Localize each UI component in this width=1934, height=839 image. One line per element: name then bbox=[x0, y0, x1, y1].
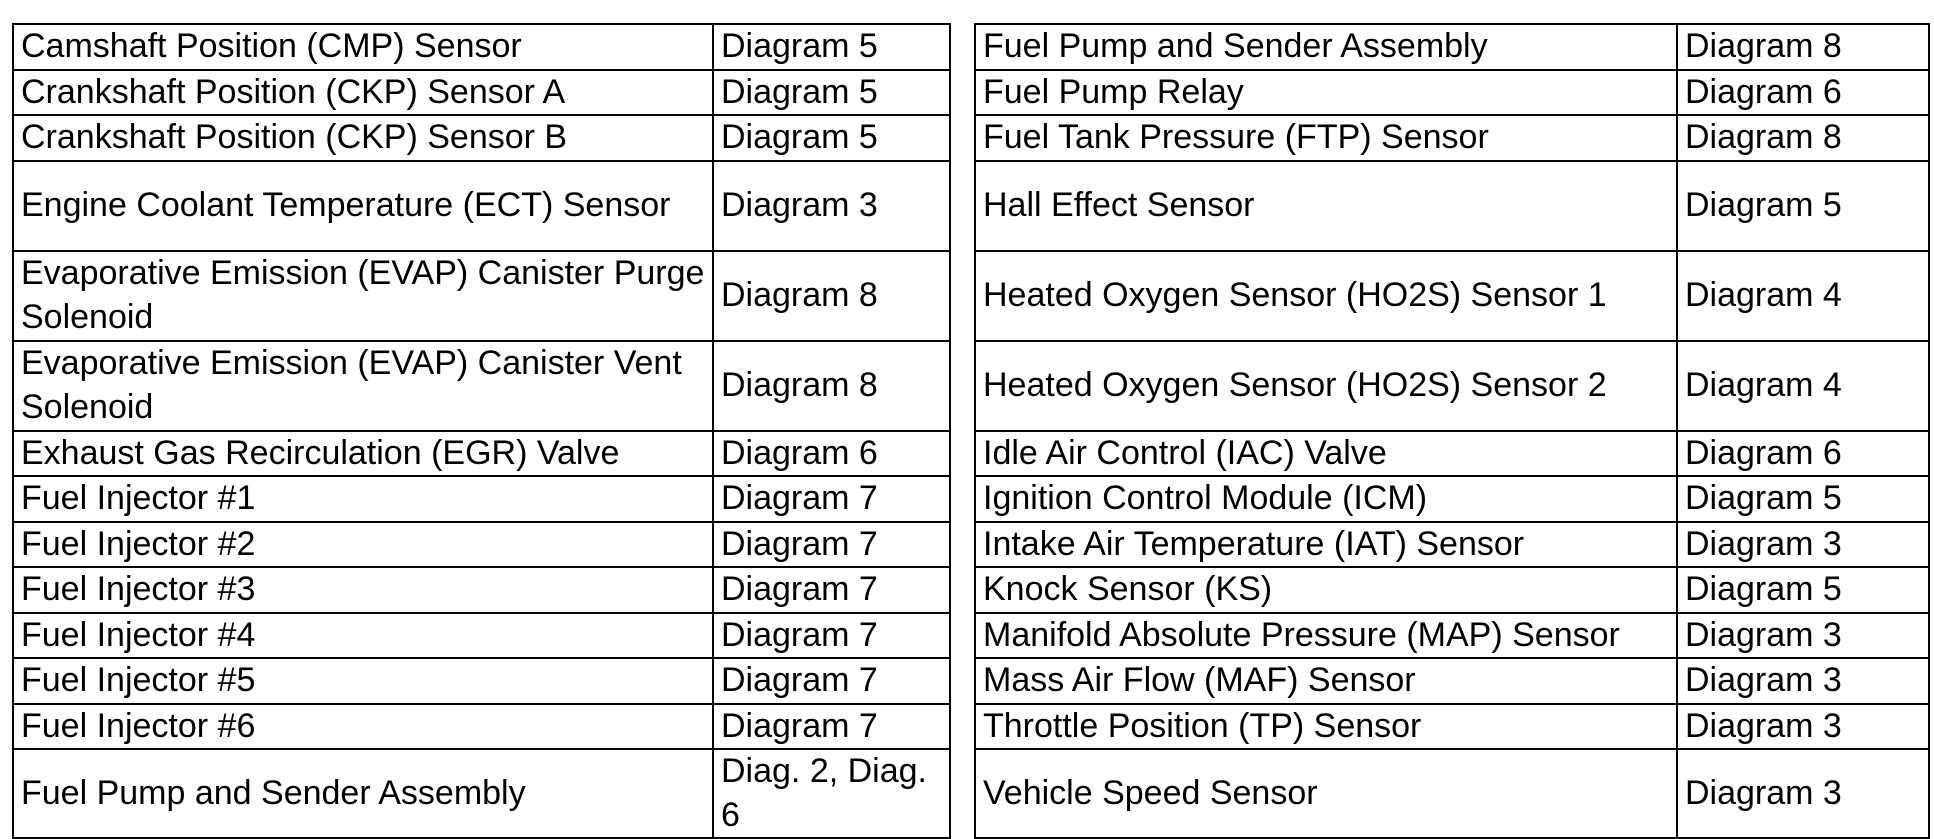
column-gap bbox=[950, 476, 975, 522]
component-name-cell: Manifold Absolute Pressure (MAP) Sensor bbox=[975, 613, 1677, 659]
diagram-ref-cell: Diagram 6 bbox=[713, 431, 950, 477]
component-name-cell: Idle Air Control (IAC) Valve bbox=[975, 431, 1677, 477]
column-gap bbox=[950, 567, 975, 613]
column-gap bbox=[950, 431, 975, 477]
table-row bbox=[13, 704, 1929, 750]
component-name-cell: Evaporative Emission (EVAP) Canister Vent Solenoid bbox=[13, 341, 713, 431]
diagram-ref-cell: Diagram 8 bbox=[1677, 115, 1929, 161]
component-name-cell: Fuel Pump and Sender Assembly bbox=[13, 749, 713, 838]
component-name-cell: Intake Air Temperature (IAT) Sensor bbox=[975, 522, 1677, 568]
component-diagram-table bbox=[12, 23, 1930, 839]
component-name-cell: Fuel Injector #4 bbox=[13, 613, 713, 659]
component-name-cell: Knock Sensor (KS) bbox=[975, 567, 1677, 613]
diagram-ref-cell: Diagram 7 bbox=[713, 613, 950, 659]
component-name-cell: Heated Oxygen Sensor (HO2S) Sensor 2 bbox=[975, 341, 1677, 431]
column-gap bbox=[950, 613, 975, 659]
table-row bbox=[13, 658, 1929, 704]
column-gap bbox=[950, 251, 975, 341]
diagram-ref-cell: Diagram 3 bbox=[713, 161, 950, 251]
component-name-cell: Fuel Injector #6 bbox=[13, 704, 713, 750]
diagram-ref-cell: Diagram 3 bbox=[1677, 522, 1929, 568]
component-name-cell: Fuel Injector #1 bbox=[13, 476, 713, 522]
table-row bbox=[13, 749, 1929, 838]
component-name-cell: Hall Effect Sensor bbox=[975, 161, 1677, 251]
diagram-ref-cell: Diagram 4 bbox=[1677, 251, 1929, 341]
component-name-cell: Throttle Position (TP) Sensor bbox=[975, 704, 1677, 750]
column-gap bbox=[950, 704, 975, 750]
table-row bbox=[13, 567, 1929, 613]
table-row bbox=[13, 522, 1929, 568]
component-name-cell: Vehicle Speed Sensor bbox=[975, 749, 1677, 838]
table-row bbox=[13, 115, 1929, 161]
column-gap bbox=[950, 658, 975, 704]
table-row bbox=[13, 613, 1929, 659]
diagram-ref-cell: Diagram 5 bbox=[713, 24, 950, 70]
diagram-ref-cell: Diagram 4 bbox=[1677, 341, 1929, 431]
diagram-ref-cell: Diagram 3 bbox=[1677, 704, 1929, 750]
component-name-cell: Crankshaft Position (CKP) Sensor B bbox=[13, 115, 713, 161]
table-row bbox=[13, 161, 1929, 251]
diagram-ref-cell: Diagram 5 bbox=[1677, 476, 1929, 522]
diagram-ref-cell: Diagram 6 bbox=[1677, 70, 1929, 116]
component-name-cell: Evaporative Emission (EVAP) Canister Purge Solenoid bbox=[13, 251, 713, 341]
diagram-ref-cell: Diagram 8 bbox=[1677, 24, 1929, 70]
table-row bbox=[13, 24, 1929, 70]
column-gap bbox=[950, 115, 975, 161]
column-gap bbox=[950, 70, 975, 116]
component-name-cell: Fuel Tank Pressure (FTP) Sensor bbox=[975, 115, 1677, 161]
column-gap bbox=[950, 161, 975, 251]
diagram-ref-cell: Diag. 2, Diag. 6 bbox=[713, 749, 950, 838]
column-gap bbox=[950, 522, 975, 568]
diagram-ref-cell: Diagram 7 bbox=[713, 567, 950, 613]
component-name-cell: Crankshaft Position (CKP) Sensor A bbox=[13, 70, 713, 116]
component-name-cell: Mass Air Flow (MAF) Sensor bbox=[975, 658, 1677, 704]
diagram-ref-cell: Diagram 5 bbox=[713, 70, 950, 116]
table-row bbox=[13, 251, 1929, 341]
column-gap bbox=[950, 749, 975, 838]
diagram-ref-cell: Diagram 7 bbox=[713, 522, 950, 568]
table-row bbox=[13, 431, 1929, 477]
diagram-ref-cell: Diagram 5 bbox=[1677, 161, 1929, 251]
diagram-ref-cell: Diagram 5 bbox=[713, 115, 950, 161]
component-name-cell: Fuel Injector #2 bbox=[13, 522, 713, 568]
diagram-ref-cell: Diagram 7 bbox=[713, 476, 950, 522]
diagram-ref-cell: Diagram 7 bbox=[713, 704, 950, 750]
diagram-ref-cell: Diagram 8 bbox=[713, 251, 950, 341]
component-name-cell: Fuel Injector #5 bbox=[13, 658, 713, 704]
diagram-ref-cell: Diagram 3 bbox=[1677, 749, 1929, 838]
diagram-ref-cell: Diagram 3 bbox=[1677, 658, 1929, 704]
table-row bbox=[13, 476, 1929, 522]
diagram-ref-cell: Diagram 5 bbox=[1677, 567, 1929, 613]
component-name-cell: Fuel Pump and Sender Assembly bbox=[975, 24, 1677, 70]
component-name-cell: Fuel Pump Relay bbox=[975, 70, 1677, 116]
diagram-ref-cell: Diagram 8 bbox=[713, 341, 950, 431]
component-name-cell: Exhaust Gas Recirculation (EGR) Valve bbox=[13, 431, 713, 477]
document-page bbox=[12, 23, 1928, 834]
component-name-cell: Ignition Control Module (ICM) bbox=[975, 476, 1677, 522]
column-gap bbox=[950, 24, 975, 70]
column-gap bbox=[950, 341, 975, 431]
component-name-cell: Fuel Injector #3 bbox=[13, 567, 713, 613]
table-row bbox=[13, 70, 1929, 116]
diagram-ref-cell: Diagram 3 bbox=[1677, 613, 1929, 659]
component-name-cell: Engine Coolant Temperature (ECT) Sensor bbox=[13, 161, 713, 251]
diagram-ref-cell: Diagram 7 bbox=[713, 658, 950, 704]
component-name-cell: Camshaft Position (CMP) Sensor bbox=[13, 24, 713, 70]
component-name-cell: Heated Oxygen Sensor (HO2S) Sensor 1 bbox=[975, 251, 1677, 341]
table-row bbox=[13, 341, 1929, 431]
diagram-ref-cell: Diagram 6 bbox=[1677, 431, 1929, 477]
